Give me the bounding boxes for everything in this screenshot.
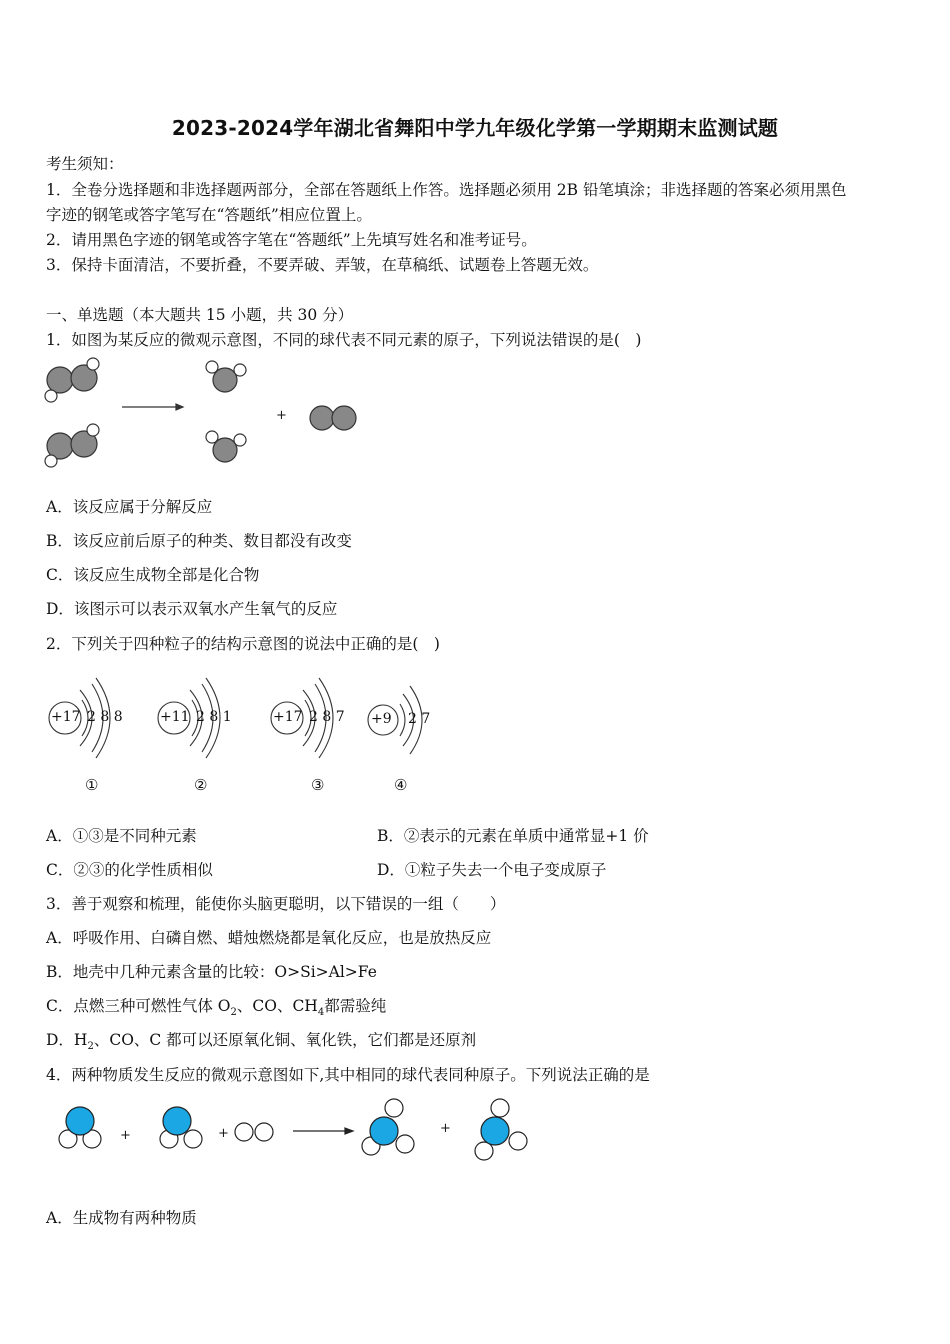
q2-option-a: A．①③是不同种元素 bbox=[46, 827, 197, 845]
section-heading: 一、单选题（本大题共 15 小题，共 30 分） bbox=[46, 306, 354, 324]
q3-option-d: D．$H_2$、CO、C 都可以还原氧化铜、氧化铁，它们都是还原剂 bbox=[46, 1031, 477, 1053]
q2-option-b: B．②表示的元素在单质中通常显+1 价 bbox=[377, 827, 649, 845]
reactant-molecule-b bbox=[160, 1107, 202, 1148]
particle-1-label: ① bbox=[85, 776, 99, 794]
product-molecule-1 bbox=[362, 1099, 414, 1155]
q3-option-c: C．点燃三种可燃性气体 $O_2$、CO、$CH_4$都需验纯 bbox=[46, 997, 387, 1019]
notice-heading: 考生须知： bbox=[46, 155, 124, 173]
page-title: 2023-2024学年湖北省舞阳中学九年级化学第一学期期末监测试题 bbox=[171, 116, 779, 140]
reaction-arrow bbox=[293, 1128, 353, 1134]
reactant-molecule-c bbox=[235, 1123, 273, 1141]
q1-option-b: B．该反应前后原子的种类、数目都没有改变 bbox=[46, 532, 352, 550]
notice-line-1a: 1．全卷分选择题和非选择题两部分，全部在答题纸上作答。选择题必须用 2B 铅笔填涂；非选择题的答案必须用黑色 bbox=[46, 181, 847, 199]
particle-4-nucleus: +9 bbox=[371, 711, 392, 727]
q3-option-a: A．呼吸作用、白磷自燃、蜡烛燃烧都是氧化反应，也是放热反应 bbox=[46, 929, 492, 947]
q4-plus-1: + bbox=[120, 1128, 131, 1143]
q4-plus-2: + bbox=[218, 1126, 229, 1141]
q1-option-a: A．该反应属于分解反应 bbox=[46, 498, 213, 516]
particle-1-electrons: 2 8 8 bbox=[87, 709, 123, 725]
q1-option-c: C．该反应生成物全部是化合物 bbox=[46, 566, 260, 584]
notice-line-3: 3．保持卡面清洁，不要折叠，不要弄破、弄皱，在草稿纸、试题卷上答题无效。 bbox=[46, 256, 599, 274]
q3-option-b: B．地壳中几种元素含量的比较：O>Si>Al>Fe bbox=[46, 963, 377, 981]
q1-stem: 1．如图为某反应的微观示意图，不同的球代表不同元素的原子，下列说法错误的是( ) bbox=[46, 331, 642, 349]
particle-1-nucleus: +17 bbox=[51, 709, 81, 725]
q2-stem: 2．下列关于四种粒子的结构示意图的说法中正确的是( ) bbox=[46, 635, 440, 653]
particle-4-label: ④ bbox=[394, 776, 408, 794]
notice-line-1b: 字迹的钢笔或答字笔写在“答题纸”相应位置上。 bbox=[46, 206, 372, 224]
q4-stem: 4．两种物质发生反应的微观示意图如下,其中相同的球代表同种原子。下列说法正确的是 bbox=[46, 1066, 650, 1084]
notice-line-2: 2．请用黑色字迹的钢笔或答字笔在“答题纸”上先填写姓名和准考证号。 bbox=[46, 231, 537, 249]
particle-3-electrons: 2 8 7 bbox=[309, 709, 345, 725]
particle-3-nucleus: +17 bbox=[273, 709, 303, 725]
q2-option-c: C．②③的化学性质相似 bbox=[46, 861, 213, 879]
q1-plus-sign: + bbox=[276, 408, 287, 423]
q3-stem: 3．善于观察和梳理，能使你头脑更聪明，以下错误的一组（ ） bbox=[46, 895, 506, 913]
particle-4-electrons: 2 7 bbox=[408, 711, 431, 727]
product-molecule-2 bbox=[475, 1099, 527, 1160]
q4-plus-3: + bbox=[440, 1121, 451, 1136]
q4-option-a: A．生成物有两种物质 bbox=[46, 1209, 197, 1227]
reactant-molecule-a bbox=[59, 1107, 101, 1148]
particle-2-nucleus: +11 bbox=[160, 709, 190, 725]
q2-option-d: D．①粒子失去一个电子变成原子 bbox=[377, 861, 607, 879]
particle-2-electrons: 2 8 1 bbox=[196, 709, 232, 725]
particle-2-label: ② bbox=[194, 776, 208, 794]
q1-option-d: D．该图示可以表示双氧水产生氧气的反应 bbox=[46, 600, 338, 618]
particle-3-label: ③ bbox=[311, 776, 325, 794]
